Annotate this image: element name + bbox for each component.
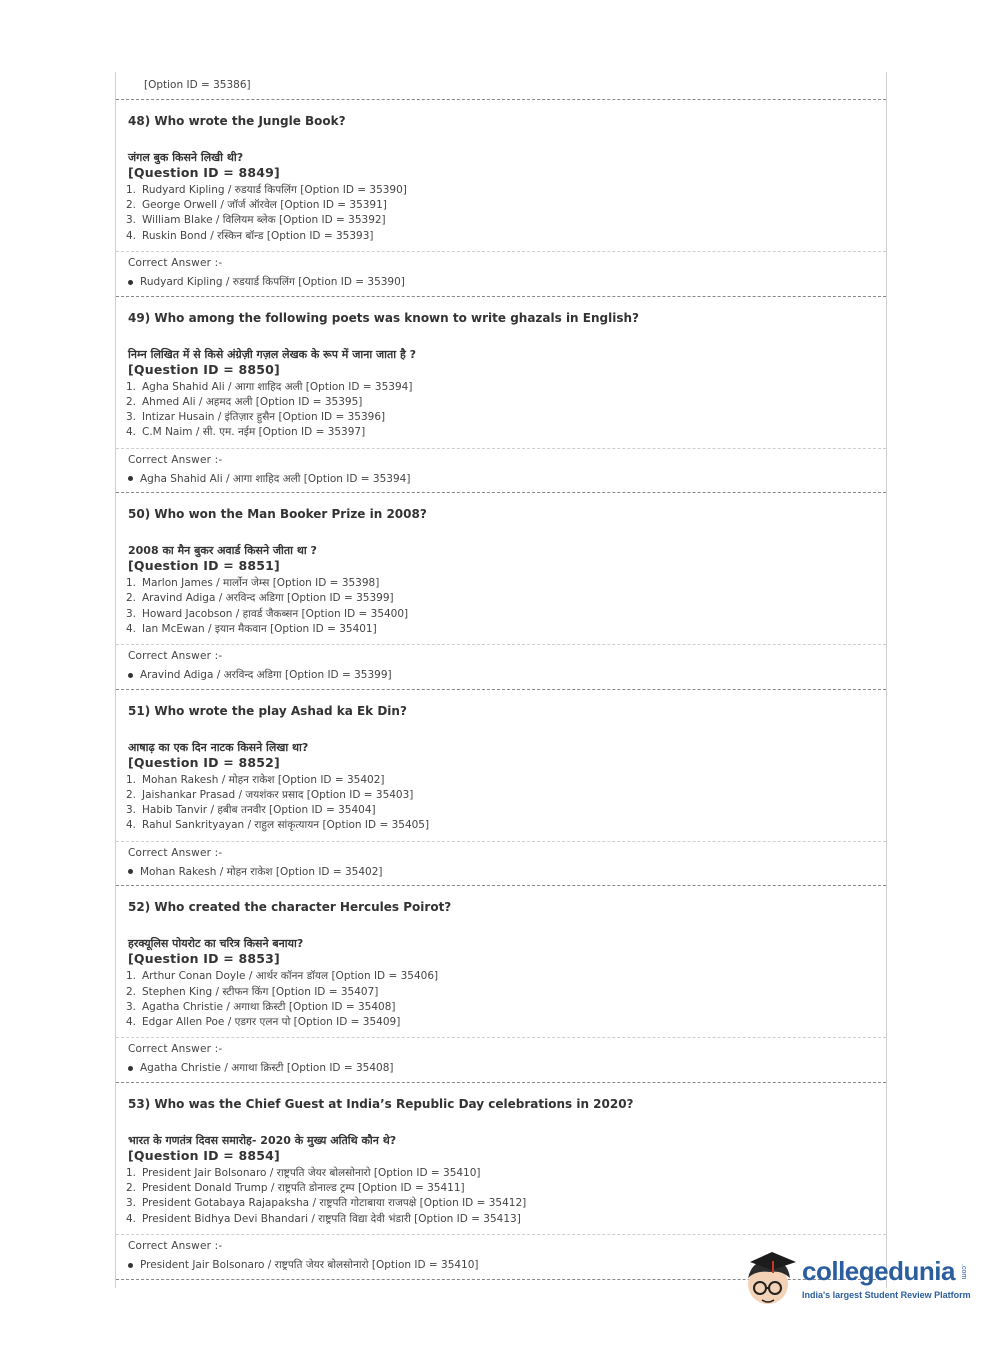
option-number: 2. bbox=[126, 395, 137, 408]
option-text: Agha Shahid Ali / आगा शाहिद अली [Option ID = 35394] bbox=[142, 380, 413, 393]
inner-separator bbox=[116, 1037, 886, 1038]
inner-separator bbox=[116, 644, 886, 645]
correct-answer-text: Aravind Adiga / अरविन्द अडिगा [Option ID = 35399] bbox=[140, 669, 392, 682]
inner-separator bbox=[116, 841, 886, 842]
option-item bbox=[126, 1196, 526, 1211]
logo-name: collegedunia bbox=[802, 1256, 955, 1286]
option-item bbox=[126, 773, 429, 788]
option-item bbox=[126, 803, 429, 818]
option-text: Jaishankar Prasad / जयशंकर प्रसाद [Option ID = 35403] bbox=[142, 788, 414, 801]
option-number: 2. bbox=[126, 788, 137, 801]
options-list bbox=[116, 969, 438, 1030]
option-item bbox=[126, 985, 438, 1000]
option-item bbox=[126, 1166, 526, 1181]
option-item bbox=[126, 788, 429, 803]
option-number: 4. bbox=[126, 1015, 137, 1028]
correct-answer-text: Agatha Christie / अगाथा क्रिस्टी [Option ID = 35408] bbox=[140, 1062, 394, 1075]
logo-tagline: India's largest Student Review Platform bbox=[802, 1290, 971, 1300]
option-number: 3. bbox=[126, 214, 137, 227]
correct-answer-label: Correct Answer :- bbox=[128, 846, 223, 859]
question-title: 52) Who created the character Hercules Poirot? bbox=[128, 900, 452, 915]
option-text: Agatha Christie / अगाथा क्रिस्टी [Option ID = 35408] bbox=[142, 1000, 396, 1013]
option-text: Ahmed Ali / अहमद अली [Option ID = 35395] bbox=[142, 395, 363, 408]
correct-answer-label: Correct Answer :- bbox=[128, 453, 223, 466]
option-text: Mohan Rakesh / मोहन राकेश [Option ID = 35402] bbox=[142, 773, 385, 786]
option-item bbox=[126, 1000, 438, 1015]
option-item bbox=[126, 183, 407, 198]
option-number: 2. bbox=[126, 199, 137, 212]
option-number: 2. bbox=[126, 985, 137, 998]
option-text: Howard Jacobson / हावर्ड जैकब्सन [Option ID = 35400] bbox=[142, 607, 409, 620]
option-number: 3. bbox=[126, 410, 137, 423]
question-id: [Question ID = 8854] bbox=[128, 1148, 280, 1163]
option-text: Ruskin Bond / रस्किन बॉन्ड [Option ID = 35393] bbox=[142, 229, 374, 242]
option-text: George Orwell / जॉर्ज ऑरवेल [Option ID = 35391] bbox=[142, 199, 387, 212]
question-block bbox=[116, 99, 886, 296]
question-hindi: भारत के गणतंत्र दिवस समारोह- 2020 के मुख्य अतिथि कौन थे? bbox=[128, 1134, 397, 1147]
option-text: C.M Naim / सी. एम. नईम [Option ID = 35397] bbox=[142, 426, 366, 439]
option-number: 4. bbox=[126, 229, 137, 242]
option-number: 1. bbox=[126, 184, 137, 196]
option-text: Rudyard Kipling / रुडयार्ड किपलिंग [Option ID = 35390] bbox=[142, 184, 407, 196]
question-title: 49) Who among the following poets was known to write ghazals in English? bbox=[128, 310, 639, 325]
question-title: 50) Who won the Man Booker Prize in 2008? bbox=[128, 507, 427, 522]
inner-separator bbox=[116, 448, 886, 449]
option-number: 4. bbox=[126, 426, 137, 439]
option-item bbox=[126, 229, 407, 244]
option-item bbox=[126, 1212, 526, 1227]
option-text: Habib Tanvir / हबीब तनवीर [Option ID = 35404] bbox=[142, 804, 376, 817]
options-list bbox=[116, 773, 429, 834]
question-id: [Question ID = 8852] bbox=[128, 754, 280, 770]
correct-answer bbox=[116, 865, 383, 879]
question-id: [Question ID = 8853] bbox=[128, 951, 280, 967]
question-id: [Question ID = 8849] bbox=[128, 165, 280, 180]
option-item bbox=[126, 1181, 526, 1196]
bullet-icon bbox=[128, 1066, 133, 1071]
correct-answer-label: Correct Answer :- bbox=[128, 1240, 223, 1252]
correct-answer bbox=[116, 1258, 479, 1272]
correct-answer bbox=[116, 668, 392, 682]
option-text: Intizar Husain / इंतिज़ार हुसैन [Option ID = 35396] bbox=[142, 410, 386, 423]
option-text: Marlon James / मार्लोन जेम्स [Option ID = 35398] bbox=[142, 577, 380, 590]
correct-answer-label: Correct Answer :- bbox=[128, 257, 223, 269]
options-list bbox=[116, 183, 407, 244]
question-hindi: निम्न लिखित में से किसे अंग्रेज़ी गज़ल लेखक के रूप में जाना जाता है ? bbox=[128, 347, 417, 361]
option-number: 1. bbox=[126, 380, 137, 393]
option-item bbox=[126, 576, 408, 591]
option-text: President Gotabaya Rajapaksha / राष्ट्रपति गोटाबाया राजपक्षे [Option ID = 35412] bbox=[142, 1197, 527, 1210]
question-hindi: आषाढ़ का एक दिन नाटक किसने लिखा था? bbox=[128, 740, 309, 754]
option-number: 4. bbox=[126, 622, 137, 635]
question-block bbox=[116, 492, 886, 689]
logo-suffix: .com bbox=[960, 1264, 967, 1280]
option-number: 3. bbox=[126, 607, 137, 620]
option-number: 2. bbox=[126, 1182, 137, 1195]
question-title: 48) Who wrote the Jungle Book? bbox=[128, 114, 346, 128]
correct-answer-text: Agha Shahid Ali / आगा शाहिद अली [Option ID = 35394] bbox=[140, 472, 411, 485]
inner-separator bbox=[116, 251, 886, 252]
question-hindi: हरक्यूलिस पोयरोट का चरित्र किसने बनाया? bbox=[128, 937, 304, 951]
correct-answer bbox=[116, 1061, 394, 1075]
question-block bbox=[116, 689, 886, 886]
option-item bbox=[126, 818, 429, 833]
option-number: 1. bbox=[126, 970, 137, 983]
option-number: 3. bbox=[126, 1197, 137, 1210]
bullet-icon bbox=[128, 280, 133, 285]
question-title: 51) Who wrote the play Ashad ka Ek Din? bbox=[128, 703, 407, 718]
correct-answer-text: Mohan Rakesh / मोहन राकेश [Option ID = 35402] bbox=[140, 865, 383, 878]
option-item bbox=[126, 622, 408, 637]
bullet-icon bbox=[128, 869, 133, 874]
bullet-icon bbox=[128, 1263, 133, 1268]
correct-answer-label: Correct Answer :- bbox=[128, 1043, 223, 1056]
option-text: Ian McEwan / इयान मैकवान [Option ID = 35401] bbox=[142, 622, 377, 635]
option-number: 1. bbox=[126, 1167, 137, 1179]
option-text: President Bidhya Devi Bhandari / राष्ट्रपति विद्या देवी भंडारी [Option ID = 35413] bbox=[142, 1212, 521, 1225]
correct-answer bbox=[116, 275, 405, 289]
previous-option-id: [Option ID = 35386] bbox=[144, 79, 251, 91]
option-number: 3. bbox=[126, 1000, 137, 1013]
option-number: 4. bbox=[126, 1212, 137, 1225]
bullet-icon bbox=[128, 673, 133, 678]
bullet-icon bbox=[128, 476, 133, 481]
option-item bbox=[126, 425, 412, 440]
option-number: 1. bbox=[126, 577, 137, 590]
question-id: [Question ID = 8850] bbox=[128, 361, 280, 377]
option-text: President Donald Trump / राष्ट्रपति डोनाल्ड ट्रम्प [Option ID = 35411] bbox=[142, 1182, 465, 1195]
correct-answer-text: Rudyard Kipling / रुडयार्ड किपलिंग [Option ID = 35390] bbox=[140, 276, 405, 288]
option-item bbox=[126, 607, 408, 622]
option-number: 2. bbox=[126, 592, 137, 605]
option-item bbox=[126, 198, 407, 213]
question-id: [Question ID = 8851] bbox=[128, 558, 280, 574]
question-paper-page bbox=[115, 72, 887, 1288]
option-item bbox=[126, 380, 412, 395]
question-hindi: जंगल बुक किसने लिखी थी? bbox=[128, 151, 244, 164]
options-list bbox=[116, 576, 408, 637]
correct-answer-label: Correct Answer :- bbox=[128, 650, 223, 663]
option-item bbox=[126, 213, 407, 228]
correct-answer-text: President Jair Bolsonaro / राष्ट्रपति जेयर बोलसोनारो [Option ID = 35410] bbox=[140, 1259, 479, 1271]
option-text: President Jair Bolsonaro / राष्ट्रपति जेयर बोलसोनारो [Option ID = 35410] bbox=[142, 1167, 481, 1179]
option-text: Arthur Conan Doyle / आर्थर कॉनन डॉयल [Option ID = 35406] bbox=[142, 970, 439, 983]
question-block bbox=[116, 296, 886, 493]
correct-answer bbox=[116, 472, 410, 486]
option-text: Rahul Sankrityayan / राहुल सांकृत्यायन [Option ID = 35405] bbox=[142, 819, 430, 832]
inner-separator bbox=[116, 1234, 886, 1235]
option-number: 1. bbox=[126, 773, 137, 786]
options-list bbox=[116, 1166, 526, 1227]
option-text: Edgar Allen Poe / एडगर एलन पो [Option ID = 35409] bbox=[142, 1015, 401, 1028]
option-item bbox=[126, 591, 408, 606]
collegedunia-logo bbox=[742, 1248, 972, 1310]
option-number: 3. bbox=[126, 804, 137, 817]
option-item bbox=[126, 1015, 438, 1030]
option-item bbox=[126, 395, 412, 410]
mascot-icon bbox=[742, 1248, 802, 1310]
option-text: William Blake / विलियम ब्लेक [Option ID = 35392] bbox=[142, 214, 386, 227]
question-block bbox=[116, 885, 886, 1082]
options-list bbox=[116, 380, 412, 441]
option-text: Stephen King / स्टीफन किंग [Option ID = 35407] bbox=[142, 985, 379, 998]
question-title: 53) Who was the Chief Guest at India’s Republic Day celebrations in 2020? bbox=[128, 1097, 634, 1111]
option-number: 4. bbox=[126, 819, 137, 832]
option-text: Aravind Adiga / अरविन्द अडिगा [Option ID = 35399] bbox=[142, 592, 394, 605]
option-item bbox=[126, 410, 412, 425]
question-hindi: 2008 का मैन बुकर अवार्ड किसने जीता था ? bbox=[128, 544, 317, 558]
option-item bbox=[126, 969, 438, 984]
